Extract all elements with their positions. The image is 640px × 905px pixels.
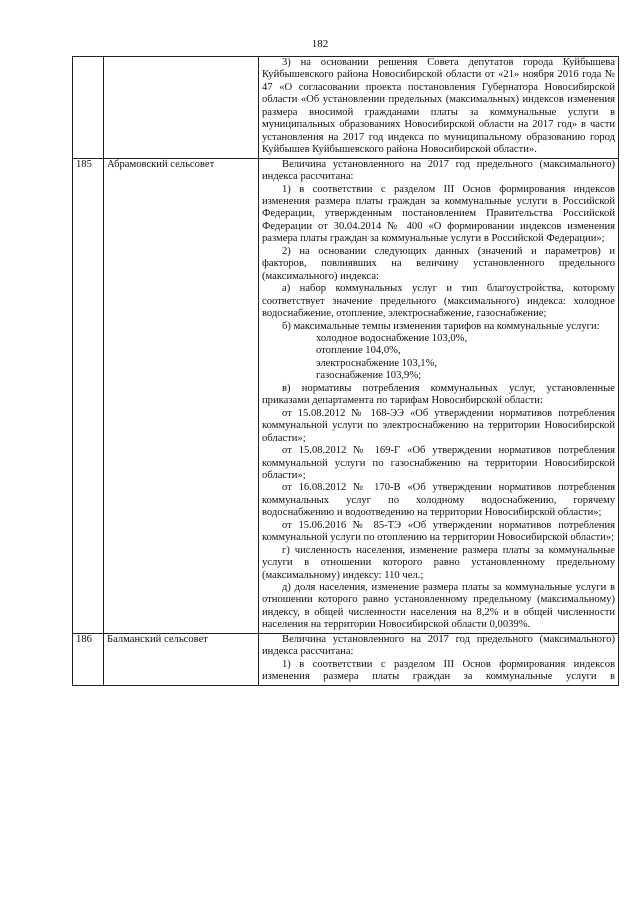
tariff-item: холодное водоснабжение 103,0%, bbox=[316, 332, 468, 344]
paragraph: от 15.06.2016 № 85-ТЭ «Об утверждении нормативов потребления коммунальной услуги по отоплению на территории Новосибирской области»; bbox=[262, 519, 615, 544]
paragraph: от 16.08.2012 № 170-В «Об утверждении нормативов потребления коммунальных услуг по холодному водоснабжению, горячему водоснабжению и водоотведению на территории Новосибирской области»; bbox=[262, 482, 615, 519]
document-table bbox=[72, 56, 619, 686]
table-row bbox=[73, 158, 619, 633]
page-number: 182 bbox=[311, 38, 329, 50]
table-row bbox=[73, 633, 619, 685]
row-number: 186 bbox=[73, 633, 104, 685]
paragraph: от 15.08.2012 № 169-Г «Об утверждении нормативов потребления коммунальной услуги по газоснабжению на территории Новосибирской области»; bbox=[262, 445, 615, 481]
paragraph: 1) в соответствии с разделом III Основ формирования индексов изменения размера платы граждан за коммунальные услуги в Российской Федерации, утвержденным постановлением Правительства Российской Федерации от 30.04.2014 № 400 «О формировании индексов изменения размера платы граждан за коммунальные услуги в Российской Федерации»; bbox=[262, 183, 615, 245]
row-number bbox=[73, 57, 104, 159]
tariff-item: электроснабжение 103,1%, bbox=[316, 357, 438, 369]
paragraph: 1) в соответствии с разделом III Основ формирования индексов изменения размера платы граждан за коммунальные услуги в bbox=[262, 658, 615, 683]
row-text bbox=[259, 158, 619, 633]
paragraph: а) набор коммунальных услуг и тип благоустройства, которому соответствует значение предельного (максимального) индекса: холодное водоснабжение, отопление, электроснабжение, газоснабжение; bbox=[262, 283, 615, 320]
municipality-name: Балманский сельсовет bbox=[104, 633, 259, 685]
paragraph: Величина установленного на 2017 год предельного (максимального) индекса рассчитана: bbox=[262, 633, 615, 658]
paragraph: в) нормативы потребления коммунальных услуг, установленные приказами департамента по тарифам Новосибирской области: bbox=[262, 382, 615, 407]
paragraph: от 15.08.2012 № 168-ЭЭ «Об утверждении нормативов потребления коммунальной услуги по электроснабжению на территории Новосибирской области»; bbox=[262, 407, 615, 444]
municipality-name: Абрамовский сельсовет bbox=[104, 158, 259, 633]
row-number: 185 bbox=[73, 158, 104, 633]
paragraph: г) численность населения, изменение размера платы за коммунальные услуги в отношении которого равно установленному предельному (максимальному) индексу: 110 чел.; bbox=[262, 544, 615, 581]
paragraph: Величина установленного на 2017 год предельного (максимального) индекса рассчитана: bbox=[262, 158, 615, 183]
paragraph: б) максимальные темпы изменения тарифов на коммунальные услуги: bbox=[282, 320, 600, 332]
paragraph: д) доля населения, изменение размера платы за коммунальные услуги в отношении которого равно установленному предельному (максимальному) индексу, в общей численности населения на 8,2% и в общей численности населения на территории Новосибирской области 0,0039%. bbox=[262, 582, 615, 631]
paragraph: 2) на основании следующих данных (значений и параметров) и факторов, повлиявших на величину установленного предельного (максимального) индекса: bbox=[262, 245, 615, 282]
paragraph: 3) на основании решения Совета депутатов города Куйбышева Куйбышевского района Новосибирской области от «21» ноября 2016 года № 47 «О согласовании проекта постановления Губернатора Новосибирской области «Об установлении предельных (максимальных) индексов изменения размера вносимой гражданами платы за коммунальные услуги в муниципальных образованиях Новосибирской области на 2017 год» в части установления на 2017 год индекса по муниципальному образованию город Куйбышев Куйбышевского района Новосибирской области». bbox=[262, 57, 615, 156]
tariff-item: отопление 104,0%, bbox=[316, 345, 401, 357]
tariff-item: газоснабжение 103,9%; bbox=[316, 370, 422, 382]
municipality-name bbox=[104, 57, 259, 159]
table-row bbox=[73, 57, 619, 159]
row-text bbox=[259, 633, 619, 685]
row-text bbox=[259, 57, 619, 159]
